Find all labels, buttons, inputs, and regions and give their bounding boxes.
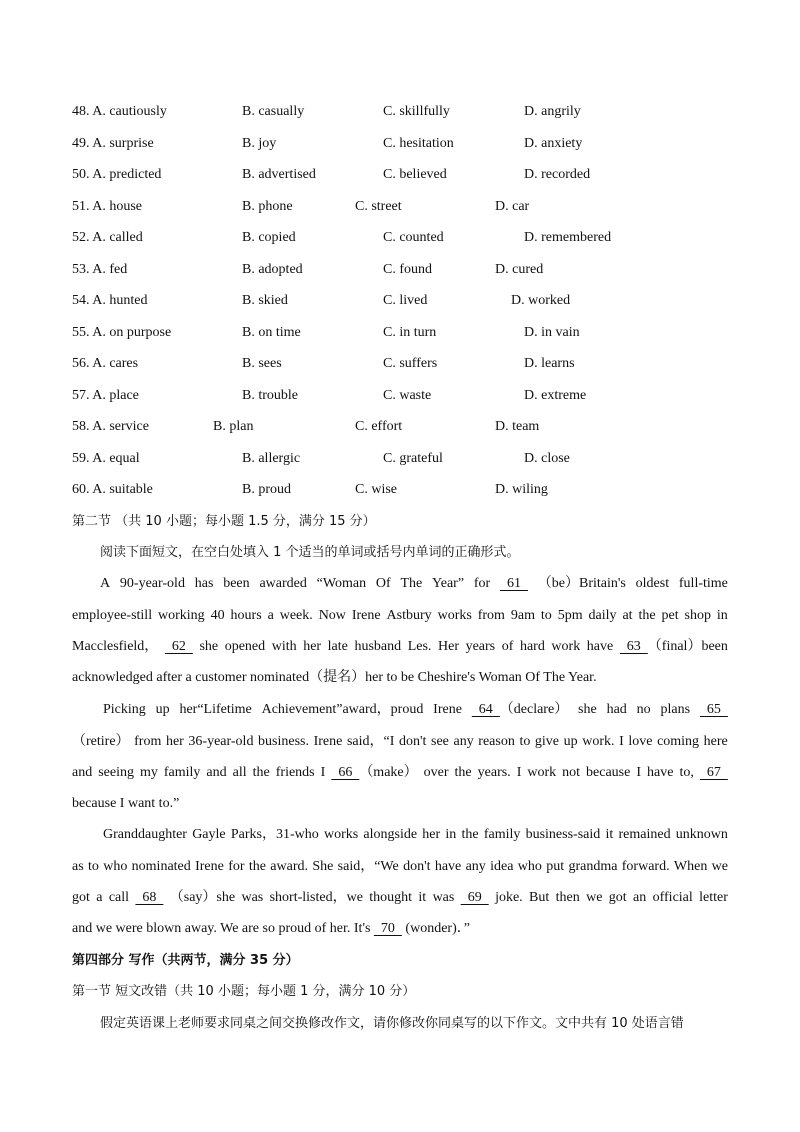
- option-a: 52. A. called: [72, 230, 143, 245]
- option-d: D. anxiety: [524, 135, 583, 151]
- word: [135, 888, 163, 908]
- passage-p2-line4: because I want to.”: [72, 796, 180, 811]
- word: her: [422, 827, 441, 842]
- word: then: [555, 890, 580, 905]
- word: a: [267, 608, 274, 623]
- word: we: [711, 859, 728, 874]
- word: has: [194, 576, 214, 591]
- word: the: [454, 765, 472, 780]
- word: daily: [588, 608, 617, 623]
- option-a: 48. A. cautiously: [72, 104, 167, 119]
- option-a: 58. A. service: [72, 419, 149, 434]
- word: （retire）: [72, 734, 130, 749]
- word: said，“We: [337, 859, 399, 874]
- option-b: B. allergic: [242, 450, 301, 466]
- part4-instruction: 假定英语课上老师要求同桌之间交换修改作文，请你修改你同桌写的以下作文。文中共有 10 处语言错: [100, 1016, 684, 1031]
- word: up: [155, 702, 170, 717]
- word: 5pm: [557, 608, 583, 623]
- word: opened: [224, 639, 266, 654]
- word: here: [703, 734, 728, 749]
- word: years: [465, 639, 496, 654]
- word: unknown: [675, 827, 728, 842]
- blank-65[interactable]: 65: [699, 702, 728, 717]
- word: Irene: [351, 608, 381, 623]
- word: I: [619, 734, 624, 749]
- word: as: [72, 859, 84, 874]
- word: pet: [661, 608, 679, 623]
- option-c: C. in turn: [383, 324, 437, 340]
- option-b: B. plan: [213, 419, 254, 434]
- option-d: D. recorded: [524, 167, 591, 182]
- word: [700, 763, 728, 783]
- word: awarded: [259, 576, 307, 591]
- word: call: [108, 890, 130, 905]
- word: Year”: [432, 576, 465, 591]
- word: Astbury: [386, 608, 432, 623]
- word: Irene: [195, 859, 224, 874]
- word: because: [586, 765, 631, 780]
- word: 63 （final）been: [619, 639, 728, 654]
- option-d: D. extreme: [524, 387, 587, 403]
- word: [700, 700, 728, 720]
- word: of: [501, 639, 514, 654]
- word: from: [134, 734, 162, 749]
- word: who: [517, 859, 542, 874]
- word: love: [628, 734, 653, 749]
- option-c: C. suffers: [383, 356, 438, 371]
- word: 66 （make）: [331, 765, 418, 780]
- word: nominated: [131, 859, 191, 874]
- word: When: [673, 859, 708, 874]
- word: she: [578, 702, 597, 717]
- word: don't: [403, 859, 431, 874]
- option-c: C. believed: [383, 167, 447, 182]
- word: short-listed，we: [269, 890, 363, 905]
- word: （be）Britain's: [537, 576, 626, 591]
- word: I: [636, 765, 642, 780]
- passage-p3-line4: and we were blown away. We are so proud of her. It's 70 (wonder)．”: [72, 921, 470, 936]
- word: idea: [490, 859, 514, 874]
- option-c: C. effort: [355, 419, 403, 434]
- word: was: [241, 890, 264, 905]
- blank-67[interactable]: 67: [699, 765, 728, 780]
- word: employee-still: [72, 608, 153, 623]
- option-a: 53. A. fed: [72, 261, 128, 277]
- word: I: [320, 765, 326, 780]
- word: my: [139, 765, 158, 780]
- part4-heading: 第四部分 写作（共两节，满分 35 分）: [72, 953, 299, 968]
- word: the: [638, 608, 656, 623]
- option-b: B. casually: [242, 104, 305, 119]
- word: her: [303, 639, 322, 654]
- word: letter: [699, 890, 728, 905]
- word: family: [163, 765, 201, 780]
- word: Irene: [433, 702, 462, 717]
- option-c: C. lived: [383, 293, 428, 308]
- word: for: [473, 576, 491, 591]
- option-a: 60. A. suitable: [72, 482, 153, 497]
- option-b: B. adopted: [242, 261, 303, 277]
- option-b: B. joy: [242, 135, 277, 151]
- word: working: [158, 608, 205, 623]
- word: 64 （declare）: [471, 702, 569, 717]
- word: works: [437, 608, 472, 623]
- word: have: [586, 639, 614, 654]
- word: give: [534, 734, 560, 749]
- word: award.: [270, 859, 308, 874]
- word: coming: [657, 734, 700, 749]
- word: who: [103, 859, 128, 874]
- option-a: 49. A. surprise: [72, 135, 154, 151]
- option-d: D. worked: [511, 293, 571, 308]
- word: [500, 574, 528, 594]
- word: don't: [398, 734, 427, 749]
- passage-p1-line1: [100, 574, 728, 594]
- option-d: D. car: [495, 198, 530, 214]
- option-c: C. waste: [383, 387, 432, 403]
- word: an: [633, 890, 647, 905]
- option-d: D. team: [495, 419, 540, 434]
- word: hard: [519, 639, 545, 654]
- word: any: [465, 859, 486, 874]
- option-a: 57. A. place: [72, 387, 139, 403]
- word: it: [605, 827, 614, 842]
- word: in: [445, 827, 457, 842]
- word: But: [529, 890, 550, 905]
- word: over: [423, 765, 449, 780]
- passage-p3-line2: [72, 857, 728, 877]
- word: for: [228, 859, 245, 874]
- passage-p1-line2: [72, 606, 728, 626]
- option-a: 55. A. on purpose: [72, 324, 172, 340]
- option-c: C. grateful: [383, 450, 443, 466]
- word: had: [606, 702, 627, 717]
- word: joke.: [495, 890, 523, 905]
- word: Macclesfield，: [72, 639, 159, 654]
- option-c: C. street: [355, 198, 402, 214]
- word: Gayle: [192, 827, 226, 842]
- word: oldest: [635, 576, 670, 591]
- option-a: 54. A. hunted: [72, 293, 148, 308]
- passage-p1-line3: [72, 637, 728, 657]
- option-a: 56. A. cares: [72, 356, 139, 371]
- word: any: [453, 734, 474, 749]
- option-c: C. counted: [383, 230, 444, 245]
- word: husband: [354, 639, 402, 654]
- word: 9am: [510, 608, 535, 623]
- word: grandma: [568, 859, 618, 874]
- word: reason: [478, 734, 515, 749]
- option-b: B. trouble: [242, 387, 298, 403]
- word: The: [400, 576, 423, 591]
- option-b: B. copied: [242, 230, 296, 245]
- word: at: [622, 608, 633, 623]
- blank-69[interactable]: 69: [460, 890, 489, 905]
- word: business.: [258, 734, 309, 749]
- option-b: B. advertised: [242, 167, 316, 182]
- word: Picking: [103, 702, 146, 717]
- option-b: B. proud: [242, 482, 291, 497]
- word: been: [223, 576, 250, 591]
- word: put: [546, 859, 565, 874]
- option-d: D. cured: [495, 261, 544, 277]
- word: Les.: [407, 639, 432, 654]
- option-c: C. hesitation: [383, 135, 454, 151]
- word: a: [96, 890, 103, 905]
- option-b: B. skied: [242, 293, 288, 308]
- option-d: D. remembered: [524, 230, 612, 245]
- word: from: [477, 608, 505, 623]
- part4-subheading: 第一节 短文改错（共 10 小题；每小题 1 分，满分 10 分）: [72, 984, 416, 999]
- word: in: [716, 608, 728, 623]
- word: “Woman: [316, 576, 367, 591]
- word: week.: [279, 608, 313, 623]
- word: work: [527, 765, 557, 780]
- word: friends: [275, 765, 315, 780]
- word: have: [434, 859, 462, 874]
- word: shop: [684, 608, 711, 623]
- word: Parks，31-who: [230, 827, 319, 842]
- word: family: [483, 827, 521, 842]
- blank-63[interactable]: 63: [619, 639, 648, 654]
- word: plans: [660, 702, 691, 717]
- word: the: [252, 765, 270, 780]
- word: Now: [318, 608, 346, 623]
- section2-heading: 第二节 （共 10 小题；每小题 1.5 分，满分 15 分）: [72, 514, 376, 529]
- word: remained: [618, 827, 671, 842]
- word: got: [608, 890, 627, 905]
- passage-p3-line1: [103, 825, 728, 845]
- word: it: [418, 890, 427, 905]
- word: alongside: [363, 827, 418, 842]
- word: not: [562, 765, 581, 780]
- word: full-time: [678, 576, 728, 591]
- option-c: C. wise: [355, 482, 397, 497]
- word: hours: [230, 608, 262, 623]
- word: no: [636, 702, 651, 717]
- option-d: D. close: [524, 450, 570, 466]
- word: up: [563, 734, 578, 749]
- word: have: [647, 765, 674, 780]
- blank-61[interactable]: 61: [499, 576, 528, 591]
- option-a: 59. A. equal: [72, 450, 140, 466]
- word: A: [100, 576, 111, 591]
- word: to: [519, 734, 531, 749]
- option-c: C. skillfully: [383, 104, 450, 119]
- blank-64[interactable]: 64: [471, 702, 500, 717]
- word: [165, 637, 193, 657]
- word: She: [312, 859, 334, 874]
- word: to: [88, 859, 99, 874]
- word: was: [432, 890, 455, 905]
- word: her“Lifetime: [179, 702, 252, 717]
- word: Of: [375, 576, 391, 591]
- word: Her: [438, 639, 459, 654]
- word: said，“I: [346, 734, 395, 749]
- blank-66[interactable]: 66: [331, 765, 360, 780]
- option-d: D. wiling: [495, 482, 548, 497]
- word: and: [206, 765, 227, 780]
- word: the: [248, 859, 266, 874]
- word: 40: [210, 608, 225, 623]
- word: [461, 888, 489, 908]
- blank-62[interactable]: 62: [164, 639, 193, 654]
- word: forward.: [621, 859, 670, 874]
- word: we: [586, 890, 603, 905]
- word: Achievement”award，proud: [261, 702, 424, 717]
- passage-p3-line3: [72, 888, 728, 908]
- word: years.: [477, 765, 511, 780]
- word: to: [540, 608, 552, 623]
- blank-70[interactable]: 70: [373, 921, 402, 936]
- word: 36-year-old: [188, 734, 254, 749]
- word: got: [72, 890, 90, 905]
- word: 90-year-old: [119, 576, 185, 591]
- option-a: 51. A. house: [72, 198, 142, 214]
- passage-p1-line4: acknowledged after a customer nominated（提名）her to be Cheshire's Woman Of The Year.: [72, 670, 597, 685]
- word: Granddaughter: [103, 827, 187, 842]
- option-d: D. in vain: [524, 324, 580, 340]
- word: with: [271, 639, 297, 654]
- word: work: [551, 639, 581, 654]
- word: her: [165, 734, 184, 749]
- word: （say）she: [169, 890, 236, 905]
- passage-p2-line2: [72, 732, 728, 752]
- section2-instruction: 阅读下面短文，在空白处填入 1 个适当的单词或括号内单词的正确形式。: [100, 545, 520, 560]
- word: Irene: [313, 734, 343, 749]
- word: seeing: [98, 765, 134, 780]
- option-c: C. found: [383, 261, 432, 277]
- word: I: [516, 765, 522, 780]
- passage-p2-line1: [103, 700, 728, 720]
- option-b: B. on time: [242, 324, 301, 340]
- word: thought: [369, 890, 413, 905]
- word: to,: [679, 765, 694, 780]
- option-b: B. phone: [242, 198, 293, 214]
- word: the: [461, 827, 479, 842]
- word: she: [199, 639, 219, 654]
- passage-p2-line3: [72, 763, 728, 783]
- word: and: [72, 765, 93, 780]
- word: all: [232, 765, 247, 780]
- option-d: D. learns: [524, 356, 575, 371]
- option-d: D. angrily: [524, 104, 581, 119]
- word: business-said: [525, 827, 601, 842]
- word: official: [652, 890, 693, 905]
- word: works: [323, 827, 359, 842]
- blank-68[interactable]: 68: [135, 890, 164, 905]
- word: late: [327, 639, 348, 654]
- word: work.: [582, 734, 615, 749]
- word: see: [431, 734, 449, 749]
- option-a: 50. A. predicted: [72, 167, 162, 182]
- option-b: B. sees: [242, 356, 282, 371]
